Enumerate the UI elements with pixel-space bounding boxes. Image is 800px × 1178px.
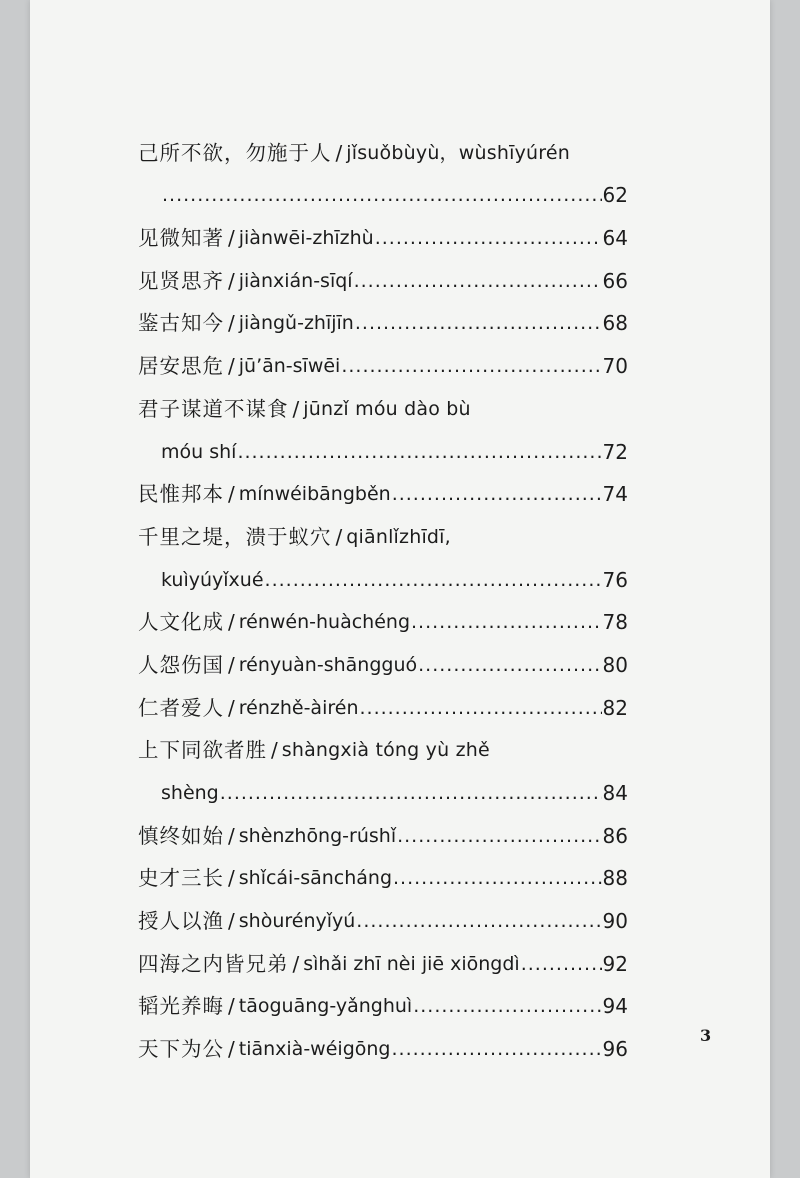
entry-page-number: 96 (602, 1037, 628, 1062)
entry-title: 韬光养晦 (138, 994, 224, 1019)
dot-leader (397, 822, 601, 850)
dot-leader (162, 181, 602, 209)
entry-separator: / (335, 140, 343, 165)
entry-separator: / (228, 610, 235, 635)
dot-leader (418, 651, 601, 679)
toc-entry-line (138, 935, 628, 978)
entry-pinyin: jū’ān-sīwēi (238, 355, 341, 378)
entry-separator: / (292, 951, 300, 976)
dot-leader (521, 950, 602, 978)
entry-page-number: 76 (602, 567, 628, 592)
toc-entry (138, 209, 628, 252)
entry-pinyin: shènzhōng-rúshǐ (238, 824, 397, 847)
toc-entry-continuation-line (138, 423, 628, 466)
toc-entry (138, 978, 628, 1021)
entry-separator: / (292, 396, 300, 421)
entry-page-number: 68 (602, 311, 628, 336)
entry-title: 上下同欲者胜 (138, 738, 267, 763)
dot-leader (341, 352, 601, 380)
toc-entry (138, 380, 628, 465)
entry-page-number: 72 (602, 439, 628, 464)
toc-entry (138, 850, 628, 893)
entry-title: 居安思危 (138, 354, 224, 379)
entry-pinyin: rénzhě-àirén (238, 696, 359, 719)
entry-page-number: 66 (602, 268, 628, 293)
entry-pinyin: jiàngǔ-zhījīn (238, 312, 354, 335)
book-page (30, 0, 770, 1178)
entry-title: 史才三长 (138, 866, 224, 891)
entry-pinyin: jǐsuǒbùyù，wùshīyúrén (346, 141, 570, 164)
dot-leader (237, 438, 601, 466)
entry-page-number: 88 (602, 866, 628, 891)
entry-title: 人文化成 (138, 610, 224, 635)
toc-entry-line (138, 978, 628, 1021)
entry-separator: / (228, 652, 235, 677)
entry-title: 君子谋道不谋食 (138, 396, 289, 421)
entry-title: 民惟邦本 (138, 482, 224, 507)
entry-page-number: 94 (602, 994, 628, 1019)
entry-page-number: 64 (602, 226, 628, 251)
toc-entry (138, 252, 628, 295)
toc-entry-line (138, 1020, 628, 1063)
entry-title: 授人以渔 (138, 909, 224, 934)
toc-entry (138, 508, 628, 593)
entry-page-number: 84 (602, 781, 628, 805)
dot-leader (356, 907, 601, 935)
toc-entry-line (138, 209, 628, 252)
toc-entry-continuation-line (138, 167, 628, 210)
entry-separator: / (228, 226, 235, 251)
toc-entry-line (138, 295, 628, 338)
toc-entry (138, 466, 628, 509)
entry-title: 仁者爱人 (138, 695, 224, 720)
entry-title: 见微知著 (138, 226, 224, 251)
entry-separator: / (228, 482, 235, 507)
entry-pinyin: tāoguāng-yǎnghuì (238, 995, 413, 1018)
entry-separator: / (228, 695, 235, 720)
entry-page-number: 80 (602, 652, 628, 677)
entry-separator: / (271, 738, 278, 763)
toc-entry-line (138, 508, 628, 551)
toc-entry (138, 295, 628, 338)
entry-pinyin-continued: kuìyúyǐxué (161, 568, 264, 591)
entry-page-number: 90 (602, 909, 628, 934)
dot-leader (391, 1035, 601, 1063)
toc-entry-line (138, 124, 628, 167)
toc-entry-line (138, 636, 628, 679)
toc-entry-continuation-line (138, 764, 628, 807)
dot-leader (220, 779, 602, 807)
entry-pinyin: mínwéibāngběn (238, 483, 391, 506)
entry-pinyin: jiànxián-sīqí (238, 269, 353, 292)
toc-entry (138, 722, 628, 807)
toc-entry-line (138, 892, 628, 935)
toc-entry-line (138, 252, 628, 295)
entry-page-number: 74 (602, 482, 628, 507)
entry-pinyin-continued: shèng (161, 782, 219, 804)
toc-entry (138, 636, 628, 679)
dot-leader (355, 309, 602, 337)
dot-leader (393, 864, 602, 892)
entry-title: 慎终如始 (138, 823, 224, 848)
dot-leader (354, 267, 602, 295)
toc-entry (138, 124, 628, 209)
entry-pinyin-continued: móu shí (161, 440, 237, 463)
toc-entry (138, 594, 628, 637)
dot-leader (265, 566, 602, 594)
toc-entry-line (138, 679, 628, 722)
entry-pinyin: shòurényǐyú (238, 910, 356, 933)
entry-page-number: 78 (602, 610, 628, 635)
entry-title: 四海之内皆兄弟 (138, 951, 289, 976)
entry-pinyin: sìhǎi zhī nèi jiē xiōngdì (303, 952, 520, 975)
toc-entry (138, 807, 628, 850)
entry-page-number: 62 (602, 183, 628, 208)
entry-separator: / (228, 354, 235, 379)
entry-separator: / (228, 1037, 235, 1062)
entry-pinyin: rénwén-huàchéng (238, 611, 411, 634)
entry-separator: / (228, 866, 235, 891)
entry-title: 千里之堤，溃于蚁穴 (138, 524, 332, 549)
toc-entry (138, 935, 628, 978)
entry-page-number: 70 (602, 354, 628, 379)
entry-pinyin: tiānxià-wéigōng (238, 1038, 391, 1061)
toc-entry-line (138, 807, 628, 850)
page-number-folio: 3 (700, 1026, 712, 1045)
entry-page-number: 86 (602, 823, 628, 848)
entry-pinyin: qiānlǐzhīdī, (346, 525, 451, 548)
entry-pinyin: jūnzǐ móu dào bù (303, 397, 471, 420)
dot-leader (411, 608, 602, 636)
toc-entry-line (138, 466, 628, 509)
table-of-contents (138, 124, 628, 1063)
entry-page-number: 92 (602, 951, 628, 976)
entry-title: 鉴古知今 (138, 311, 224, 336)
dot-leader (413, 992, 601, 1020)
dot-leader (359, 694, 601, 722)
entry-title: 人怨伤国 (138, 652, 224, 677)
toc-entry-line (138, 722, 628, 765)
entry-separator: / (228, 268, 235, 293)
toc-entry-line (138, 594, 628, 637)
entry-separator: / (228, 909, 235, 934)
dot-leader (375, 224, 602, 252)
entry-title: 天下为公 (138, 1037, 224, 1062)
toc-entry (138, 337, 628, 380)
toc-entry (138, 1020, 628, 1063)
entry-page-number: 82 (602, 695, 628, 720)
toc-entry-line (138, 850, 628, 893)
entry-pinyin: rényuàn-shāngguó (238, 653, 418, 676)
toc-entry-continuation-line (138, 551, 628, 594)
entry-separator: / (228, 994, 235, 1019)
entry-pinyin: shǐcái-sāncháng (238, 867, 393, 890)
toc-entry-line (138, 380, 628, 423)
entry-separator: / (228, 823, 235, 848)
entry-separator: / (228, 311, 235, 336)
entry-pinyin: jiànwēi-zhīzhù (238, 227, 374, 250)
dot-leader (392, 480, 602, 508)
toc-entry (138, 892, 628, 935)
entry-pinyin: shàngxià tóng yù zhě (281, 739, 490, 762)
toc-entry (138, 679, 628, 722)
toc-entry-line (138, 337, 628, 380)
entry-separator: / (335, 524, 343, 549)
entry-title: 见贤思齐 (138, 268, 224, 293)
entry-title: 己所不欲，勿施于人 (138, 140, 332, 165)
